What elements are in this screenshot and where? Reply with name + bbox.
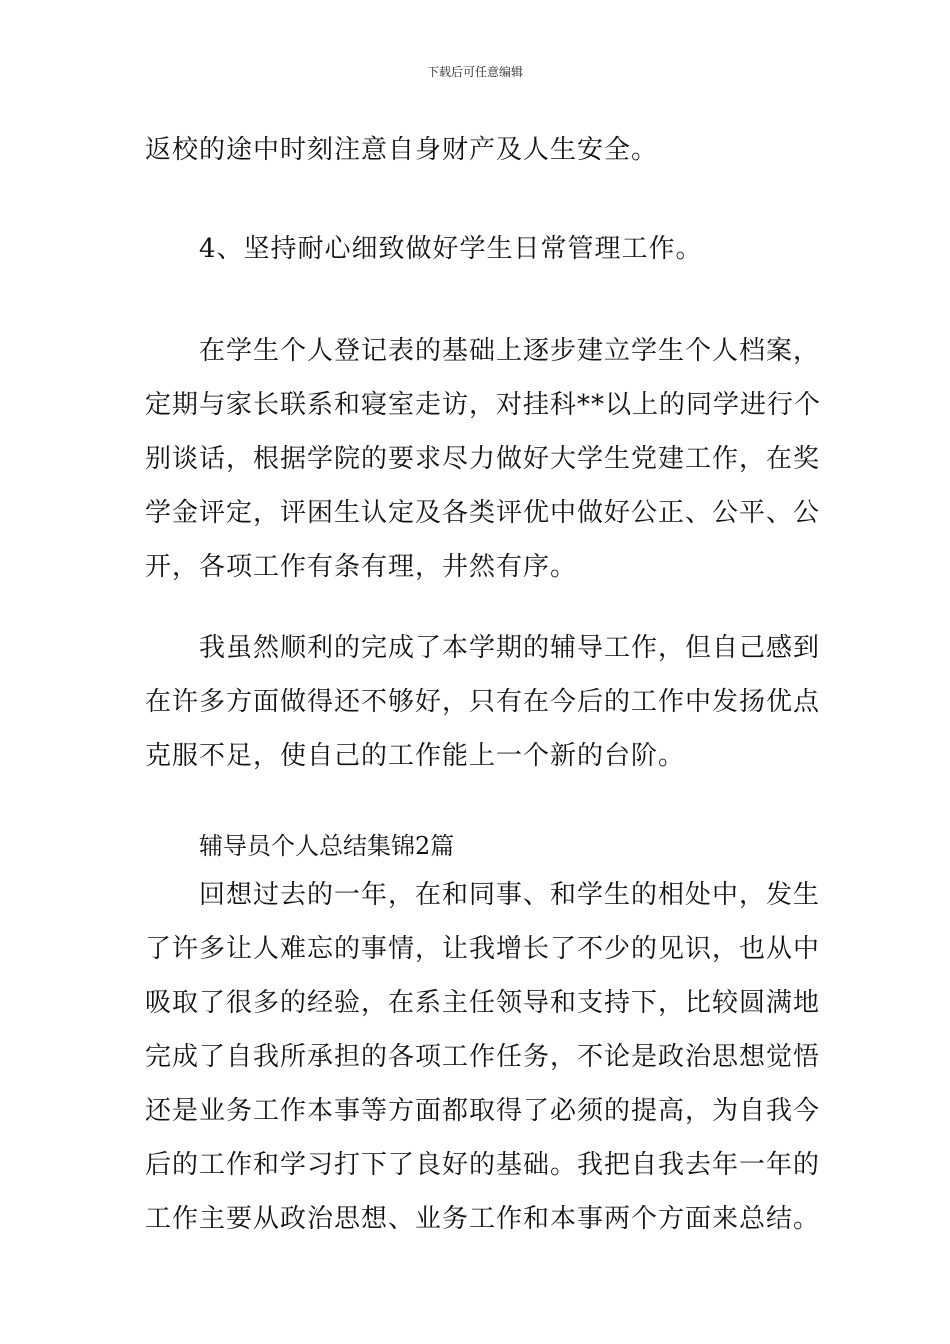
paragraph-5 xyxy=(145,868,821,1246)
paragraph-1 xyxy=(145,123,805,177)
text-line: 开，各项工作有条有理，井然有序。 xyxy=(145,552,578,582)
text-line: 返校的途中时刻注意自身财产及人生安全。 xyxy=(145,135,659,165)
text-line: 后的工作和学习打下了良好的基础。我把自我去年一年的 xyxy=(145,1150,821,1180)
paragraph-3 xyxy=(145,324,822,594)
text-line: 吸取了很多的经验，在系主任领导和支持下，比较圆满地 xyxy=(145,988,821,1018)
text-line: 在学生个人登记表的基础上逐步建立学生个人档案， xyxy=(199,336,821,366)
text-line: 定期与家长联系和寝室走访，对挂科**以上的同学进行个 xyxy=(145,390,822,420)
page-header-note: 下载后可任意编辑 xyxy=(426,65,523,79)
text-line: 在许多方面做得还不够好，只有在今后的工作中发扬优点 xyxy=(145,687,821,717)
text-line: 还是业务工作本事等方面都取得了必须的提高，为自我今 xyxy=(145,1096,821,1126)
paragraph-4 xyxy=(145,621,821,783)
text-line: 学金评定，评困生认定及各类评优中做好公正、公平、公 xyxy=(145,498,821,528)
text-line: 别谈话，根据学院的要求尽力做好大学生党建工作，在奖 xyxy=(145,444,821,474)
text-line: 克服不足，使自己的工作能上一个新的台阶。 xyxy=(145,741,686,771)
text-line: 我虽然顺利的完成了本学期的辅导工作，但自己感到 xyxy=(199,633,821,663)
text-line: 工作主要从政治思想、业务工作和本事两个方面来总结。 xyxy=(145,1204,821,1234)
text-line: 完成了自我所承担的各项工作任务，不论是政治思想觉悟 xyxy=(145,1042,821,1072)
text-line: 4、坚持耐心细致做好学生日常管理工作。 xyxy=(199,234,703,264)
section-heading: 辅导员个人总结集锦2篇 xyxy=(199,832,455,860)
text-line: 了许多让人难忘的事情，让我增长了不少的见识，也从中 xyxy=(145,934,821,964)
text-line: 回想过去的一年，在和同事、和学生的相处中，发生 xyxy=(199,880,821,910)
paragraph-2 xyxy=(199,222,859,276)
